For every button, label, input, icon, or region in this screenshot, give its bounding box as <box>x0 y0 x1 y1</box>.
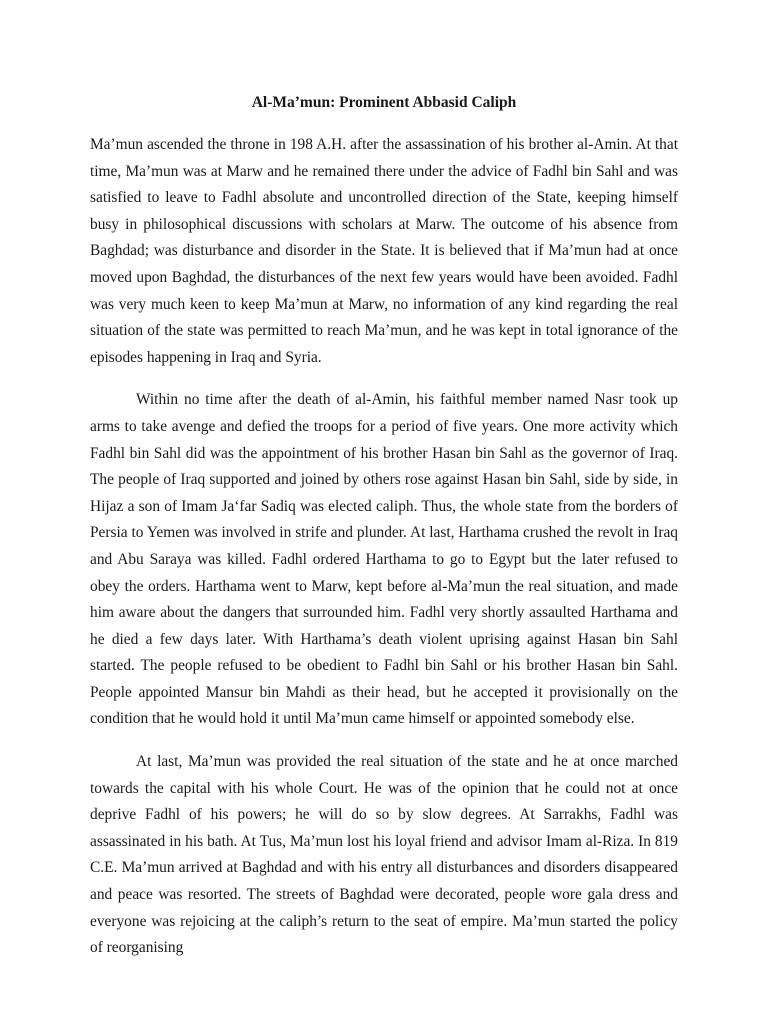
paragraph-3: At last, Ma’mun was provided the real situation of the state and he at once marched towards the capital with his whole Court. He was of the opinion that he could not at once deprive Fadhl of his powers; he will do so by slow degrees. At Sarrakhs, Fadhl was assassinated in his bath. At Tus, Ma’mun lost his loyal friend and advisor Imam al-Riza. In 819 C.E. Ma’mun arrived at Baghdad and with his entry all disturbances and disorders disappeared and peace was resorted. The streets of Baghdad were decorated, people wore gala dress and everyone was rejoicing at the caliph’s return to the seat of empire. Ma’mun started the policy of reorganising <box>90 753 678 957</box>
paragraph-1: Ma’mun ascended the throne in 198 A.H. after the assassination of his brother al-Amin. At that time, Ma’mun was at Marw and he remained there under the advice of Fadhl bin Sahl and was satisfied to leave to Fadhl absolute and uncontrolled direction of the State, keeping himself busy in philosophical discussions with scholars at Marw. The outcome of his absence from Baghdad; was disturbance and disorder in the State. It is believed that if Ma’mun had at once moved upon Baghdad, the disturbances of the next few years would have been avoided. Fadhl was very much keen to keep Ma’mun at Marw, no information of any kind regarding the real situation of the state was permitted to reach Ma’mun, and he was kept in total ignorance of the episodes happening in Iraq and Syria. <box>90 136 678 366</box>
document-title: Al-Ma’mun: Prominent Abbasid Caliph <box>251 94 517 111</box>
document-body <box>90 132 678 962</box>
paragraph-2: Within no time after the death of al-Amin, his faithful member named Nasr took up arms to take avenge and defied the troops for a period of five years. One more activity which Fadhl bin Sahl did was the appointment of his brother Hasan bin Sahl as the governor of Iraq. The people of Iraq supported and joined by others rose against Hasan bin Sahl, side by side, in Hijaz a son of Imam Ja‘far Sadiq was elected caliph. Thus, the whole state from the borders of Persia to Yemen was involved in strife and plunder. At last, Harthama crushed the revolt in Iraq and Abu Saraya was killed. Fadhl ordered Harthama to go to Egypt but the later refused to obey the orders. Harthama went to Marw, kept before al-Ma’mun the real situation, and made him aware about the dangers that surrounded him. Fadhl very shortly assaulted Harthama and he died a few days later. With Harthama’s death violent uprising against Hasan bin Sahl started. The people refused to be obedient to Fadhl bin Sahl or his brother Hasan bin Sahl. People appointed Mansur bin Mahdi as their head, but he accepted it provisionally on the condition that he would hold it until Ma’mun came himself or appointed somebody else. <box>90 391 678 728</box>
